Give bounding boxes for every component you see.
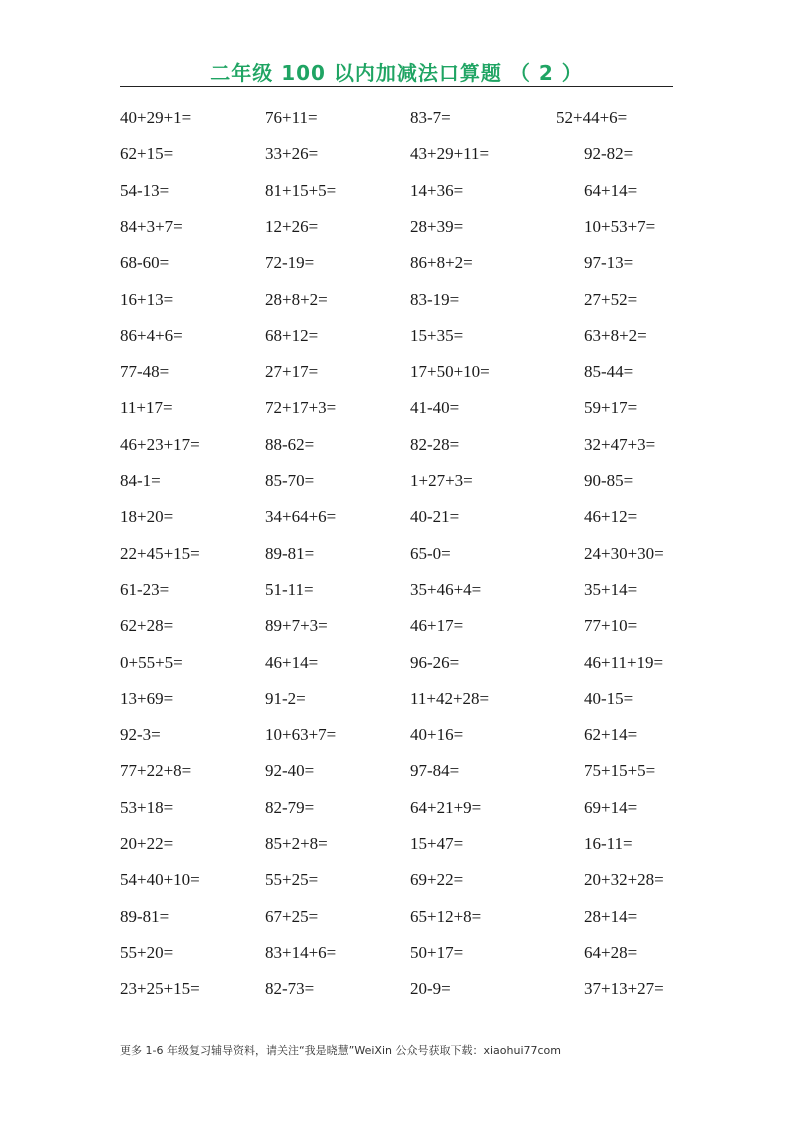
problem-item: 83-19= xyxy=(410,289,460,309)
problem-item: 67+25= xyxy=(265,906,319,926)
problem-item: 85-70= xyxy=(265,471,315,490)
problem-item: 65-0= xyxy=(410,543,451,563)
problem-row xyxy=(0,469,793,493)
problem-item: 22+45+15= xyxy=(120,543,200,563)
problem-row xyxy=(0,251,793,275)
problem-item: 46+17= xyxy=(410,616,464,636)
problem-item: 86+8+2= xyxy=(410,253,473,273)
problem-item: 46+23+17= xyxy=(120,434,200,454)
problem-item: 84+3+7= xyxy=(120,216,183,236)
problem-item: 82-73= xyxy=(265,979,315,999)
problem-item: 10+53+7= xyxy=(584,216,656,236)
problem-row xyxy=(0,324,793,348)
problem-item: 55+20= xyxy=(120,942,174,962)
problem-item: 53+18= xyxy=(120,797,174,817)
problem-item: 69+22= xyxy=(410,870,464,890)
problem-item: 72+17+3= xyxy=(265,398,337,418)
problem-row xyxy=(0,868,793,892)
problem-item: 72-19= xyxy=(265,253,315,273)
problem-item: 35+46+4= xyxy=(410,579,482,599)
problem-item: 14+36= xyxy=(410,180,464,200)
problem-row xyxy=(0,687,793,711)
problem-item: 43+29+11= xyxy=(410,144,490,164)
problem-item: 92-82= xyxy=(584,144,634,164)
problem-item: 64+28= xyxy=(584,942,638,962)
problem-row xyxy=(0,288,793,312)
problem-item: 92-3= xyxy=(120,725,161,745)
problem-row xyxy=(0,106,793,130)
problem-item: 85-44= xyxy=(584,362,634,382)
problem-item: 52+44+6= xyxy=(556,108,628,127)
problem-row xyxy=(0,396,793,420)
problem-item: 34+64+6= xyxy=(265,507,337,527)
problem-item: 15+35= xyxy=(410,325,464,345)
problem-item: 35+14= xyxy=(584,579,638,599)
problem-item: 46+11+19= xyxy=(584,652,664,672)
problem-row xyxy=(0,796,793,820)
problem-row xyxy=(0,614,793,638)
problem-item: 63+8+2= xyxy=(584,325,647,345)
problem-item: 40-21= xyxy=(410,507,460,527)
problem-item: 92-40= xyxy=(265,761,315,781)
problem-item: 27+17= xyxy=(265,362,319,382)
problem-item: 77+22+8= xyxy=(120,761,192,781)
problem-item: 28+8+2= xyxy=(265,289,328,309)
problem-item: 68-60= xyxy=(120,253,170,273)
problem-item: 77+10= xyxy=(584,616,638,636)
problem-item: 83-7= xyxy=(410,108,451,127)
problem-item: 62+14= xyxy=(584,725,638,745)
problem-item: 54-13= xyxy=(120,180,170,200)
problem-row xyxy=(0,941,793,965)
problem-item: 18+20= xyxy=(120,507,174,527)
problem-item: 16-11= xyxy=(584,834,633,853)
problem-item: 54+40+10= xyxy=(120,870,200,890)
problem-row xyxy=(0,723,793,747)
problem-item: 55+25= xyxy=(265,870,319,890)
problem-item: 23+25+15= xyxy=(120,979,200,999)
problem-row xyxy=(0,215,793,239)
problem-item: 16+13= xyxy=(120,289,174,309)
problem-item: 97-13= xyxy=(584,253,634,273)
problem-item: 41-40= xyxy=(410,398,460,418)
problem-row xyxy=(0,651,793,675)
problem-item: 76+11= xyxy=(265,108,318,127)
problem-item: 1+27+3= xyxy=(410,471,473,490)
problem-item: 83+14+6= xyxy=(265,942,337,962)
problem-row xyxy=(0,142,793,166)
problem-item: 90-85= xyxy=(584,471,634,490)
problem-item: 84-1= xyxy=(120,471,161,490)
problem-item: 15+47= xyxy=(410,834,464,853)
problem-row xyxy=(0,542,793,566)
problem-row xyxy=(0,832,793,856)
problem-item: 64+21+9= xyxy=(410,797,482,817)
problem-row xyxy=(0,360,793,384)
problem-item: 20-9= xyxy=(410,979,451,999)
problem-item: 97-84= xyxy=(410,761,460,781)
problem-item: 69+14= xyxy=(584,797,638,817)
problem-item: 20+32+28= xyxy=(584,870,664,890)
problem-item: 11+42+28= xyxy=(410,688,490,708)
problem-row xyxy=(0,433,793,457)
problem-item: 46+12= xyxy=(584,507,638,527)
problem-item: 13+69= xyxy=(120,688,174,708)
problem-item: 85+2+8= xyxy=(265,834,328,853)
problem-item: 32+47+3= xyxy=(584,434,656,454)
problem-item: 59+17= xyxy=(584,398,638,418)
problem-item: 77-48= xyxy=(120,362,170,382)
problem-item: 62+15= xyxy=(120,144,174,164)
problem-item: 17+50+10= xyxy=(410,362,490,382)
problem-row xyxy=(0,759,793,783)
problem-item: 96-26= xyxy=(410,652,460,672)
page-title: 二年级 100 以内加减法口算题 （ 2 ） xyxy=(210,61,583,85)
problem-item: 61-23= xyxy=(120,579,170,599)
problem-item: 27+52= xyxy=(584,289,638,309)
problem-row xyxy=(0,905,793,929)
problem-item: 46+14= xyxy=(265,652,319,672)
problem-item: 82-28= xyxy=(410,434,460,454)
problem-row xyxy=(0,179,793,203)
problem-item: 82-79= xyxy=(265,797,315,817)
problem-item: 65+12+8= xyxy=(410,906,482,926)
problem-item: 89-81= xyxy=(120,906,170,926)
problem-item: 24+30+30= xyxy=(584,543,664,563)
footer-note: 更多 1-6 年级复习辅导资料，请关注“我是晓慧”WeiXin 公众号获取下载：xiaohui77com xyxy=(120,1044,561,1057)
problem-item: 12+26= xyxy=(265,216,319,236)
problem-item: 89-81= xyxy=(265,543,315,563)
problem-item: 88-62= xyxy=(265,434,315,454)
problem-row xyxy=(0,578,793,602)
problem-item: 51-11= xyxy=(265,579,314,599)
problem-item: 40+16= xyxy=(410,725,464,745)
problem-item: 50+17= xyxy=(410,942,464,962)
problem-item: 40-15= xyxy=(584,688,634,708)
problem-item: 81+15+5= xyxy=(265,180,337,200)
problem-item: 20+22= xyxy=(120,834,174,853)
problem-row xyxy=(0,977,793,1001)
problem-item: 62+28= xyxy=(120,616,174,636)
problem-item: 86+4+6= xyxy=(120,325,183,345)
problem-item: 89+7+3= xyxy=(265,616,328,636)
problem-item: 40+29+1= xyxy=(120,108,192,127)
problem-item: 37+13+27= xyxy=(584,979,664,999)
problem-item: 91-2= xyxy=(265,688,306,708)
problem-item: 68+12= xyxy=(265,325,319,345)
problem-item: 28+14= xyxy=(584,906,638,926)
problem-item: 0+55+5= xyxy=(120,652,183,672)
problem-row xyxy=(0,505,793,529)
problem-item: 33+26= xyxy=(265,144,319,164)
problem-item: 75+15+5= xyxy=(584,761,656,781)
problem-item: 11+17= xyxy=(120,398,173,418)
problem-item: 10+63+7= xyxy=(265,725,337,745)
problem-item: 64+14= xyxy=(584,180,638,200)
title-divider xyxy=(120,86,673,87)
problem-item: 28+39= xyxy=(410,216,464,236)
